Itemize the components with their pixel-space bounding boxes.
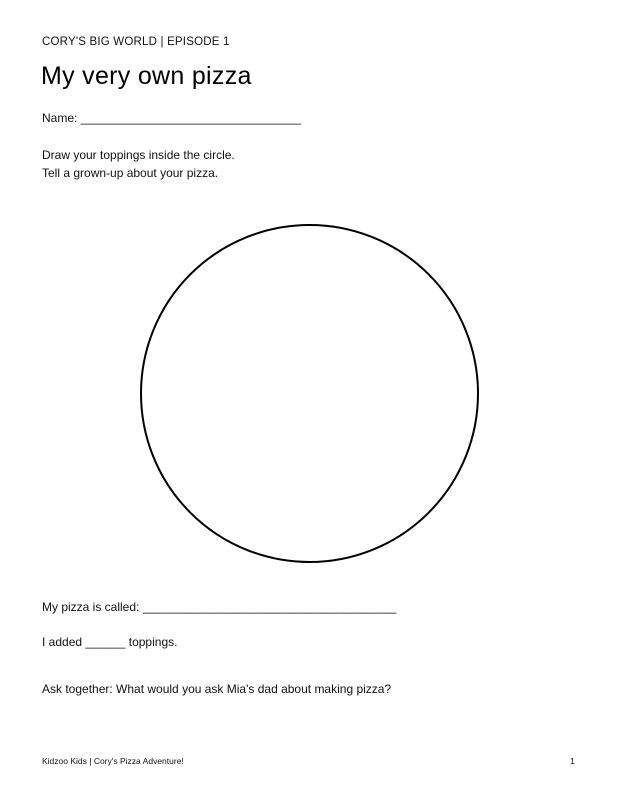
series-label: CORY'S BIG WORLD | EPISODE 1 (42, 36, 230, 48)
instruction-tell-grown-up: Tell a grown-up about your pizza. (42, 166, 219, 180)
page-title: My very own pizza (41, 62, 252, 90)
page-number: 1 (570, 756, 575, 766)
pizza-drawing-circle (140, 224, 479, 563)
discussion-prompt: Ask together: What would you ask Mia's dad about making pizza? (42, 682, 392, 696)
toppings-count-prompt: I added ______ toppings. (42, 635, 178, 649)
instruction-draw-toppings: Draw your toppings inside the circle. (42, 148, 235, 162)
footer-source: Kidzoo Kids | Cory's Pizza Adventure! (42, 756, 184, 766)
name-field-prompt: Name: _________________________________ (42, 111, 301, 125)
pizza-name-prompt: My pizza is called: ______________________________________ (42, 600, 397, 614)
